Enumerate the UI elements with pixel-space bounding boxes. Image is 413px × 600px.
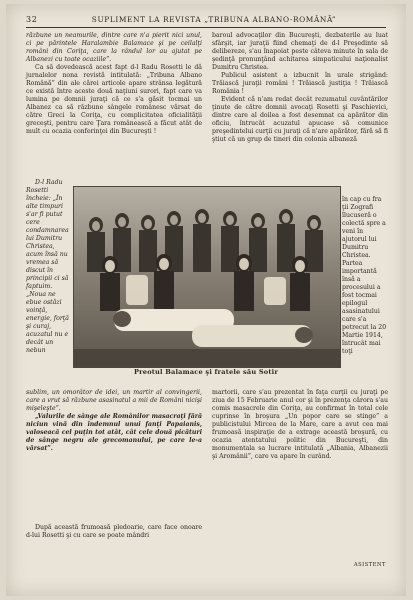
running-title: SUPLIMENT LA REVISTA „TRIBUNA ALBANO-ROMÂNĂ” — [91, 14, 337, 24]
photo-figure — [73, 186, 339, 382]
left-column-narrow — [26, 179, 70, 355]
paragraph: Publicul asistent a izbucnit în urale strigând: Trăiască juraţii români ! Trăiască justiţia ! Trăiască România ! — [212, 72, 388, 95]
page-number: 32 — [26, 14, 38, 24]
paragraph: Evident că n'am redat decât rezumatul cuvântărilor ţinute de către domnii avocaţi Rosetti şi Paschievici, dintre care al doilea a fost desemnat ca apărător din oficiu, întrucât acuzatul apucase să comunice preşedintelui curţii cu juraţi că n'are apărător, fără să fi ştiut că un grup de tineri din colonia albaneză — [212, 96, 388, 143]
left-column-bottom — [26, 389, 202, 453]
paragraph: Ca să dovedească acest fapt d-l Radu Rosetti le dă jurnalelor nona revistă intitulată: „Tribuna Albano Română” din ale cărei articole apare strânsa legătură ce există între aceste două naţiuni surori, fapt care va lumina pe domnii juraţi că ce s'a găsit tocmai un Albanez ca să răzbune sângele românesc vărsat de către Greci la Coriţa, cu complicitatea oficialităţii greceşti, pentru care Ţara românească a făcut atât de mult cu ocazia conferinţei din Bucureşti ! — [26, 64, 202, 135]
magazine-page — [6, 4, 406, 596]
paragraph: „Valurile de sânge ale Românilor masacraţi fără niciun vină din îndemnul unui fanţi Papaianis, valoseacă cel puţin tot atât, cât cele două picături de sânge negru ale grecomanului, pe care le-a vărsat”. — [26, 413, 202, 452]
author-signature: ASISTENT — [353, 562, 386, 568]
page-header — [26, 12, 386, 26]
paragraph: D-l Radu Rosetti încheie: „În alte timpuri s'ar fi putut cere condamnarea lui Dumitru Christea, acum însă nu vremea să discut în principii ci să faptuim. „Noua ne ebue ostăzi voinţă, energie, forţă şi curaj, acuzatul nu e decât un nebun — [26, 179, 69, 354]
paragraph: După această frumoasă pledoarie, care face onoare d-lui Rosetti şi cu care se poate mândri — [26, 524, 202, 539]
header-rule — [26, 27, 386, 28]
paragraph: în cap cu fra ţii Zografi îlucuseră o colectă spre a veni în ajutorul lui Dumitru Christea. Partea importantă însă a procesului a fost tocmai epilogul asasinatului care s'a petrecut la 20 Martie 1914, întrucât mai toţi — [342, 196, 387, 355]
right-column-top — [212, 32, 388, 144]
paragraph: martorii, care s'au prezentat în faţa curţii cu juraţi pe ziua de 15 Februarie anul cor şi în prezenţa cărora s'au comis masacrele din Coriţa, au confirmat în total cele cuprinse în broşura „Un popor care se stinge” a publicistului Mircea de la Mare, care a avut cea mai frumoasă inspiraţie de a extrage această broşură, cu ocazia atentatului politic din Bucureşti, din monumentala sa lucrare intitulată „Albania, Albanezii şi Aromânii”, care va apare în curând. — [212, 389, 388, 460]
right-column-narrow — [342, 196, 388, 356]
paragraph: baroul advocaţilor din Bucureşti, dezbaterile au luat sfârşit, iar juraţii fiind chemaţi de d-l Preşedinte să delibereze, s'au înapoiat peste câteva minute în sala de şedinţă pronunţând achitarea simpaticului naţionalist Dumitru Christea. — [212, 32, 388, 71]
right-column-bottom — [212, 389, 388, 461]
photograph-image — [74, 187, 340, 367]
group-photograph — [73, 186, 341, 368]
paragraph: răzbune un neamurile, dintre care n'a pierit nici unul, ci pe părintele Haralambie Balamace şi pe ceilalţi români din Coriţa, care la rândul lor au ajutat pe Albanezi cu toate ocaziile”. — [26, 32, 202, 63]
left-column-top — [26, 32, 202, 136]
paragraph: sublim, un omorâtor de idei, un martir al convingerii, care a vrut să răzbune asasinatul a mii de Români nicişi mişeleşte”. — [26, 389, 202, 412]
photo-caption: Preotul Balamace şi fratele său Sotir — [133, 368, 279, 376]
left-column-footer — [26, 524, 202, 540]
